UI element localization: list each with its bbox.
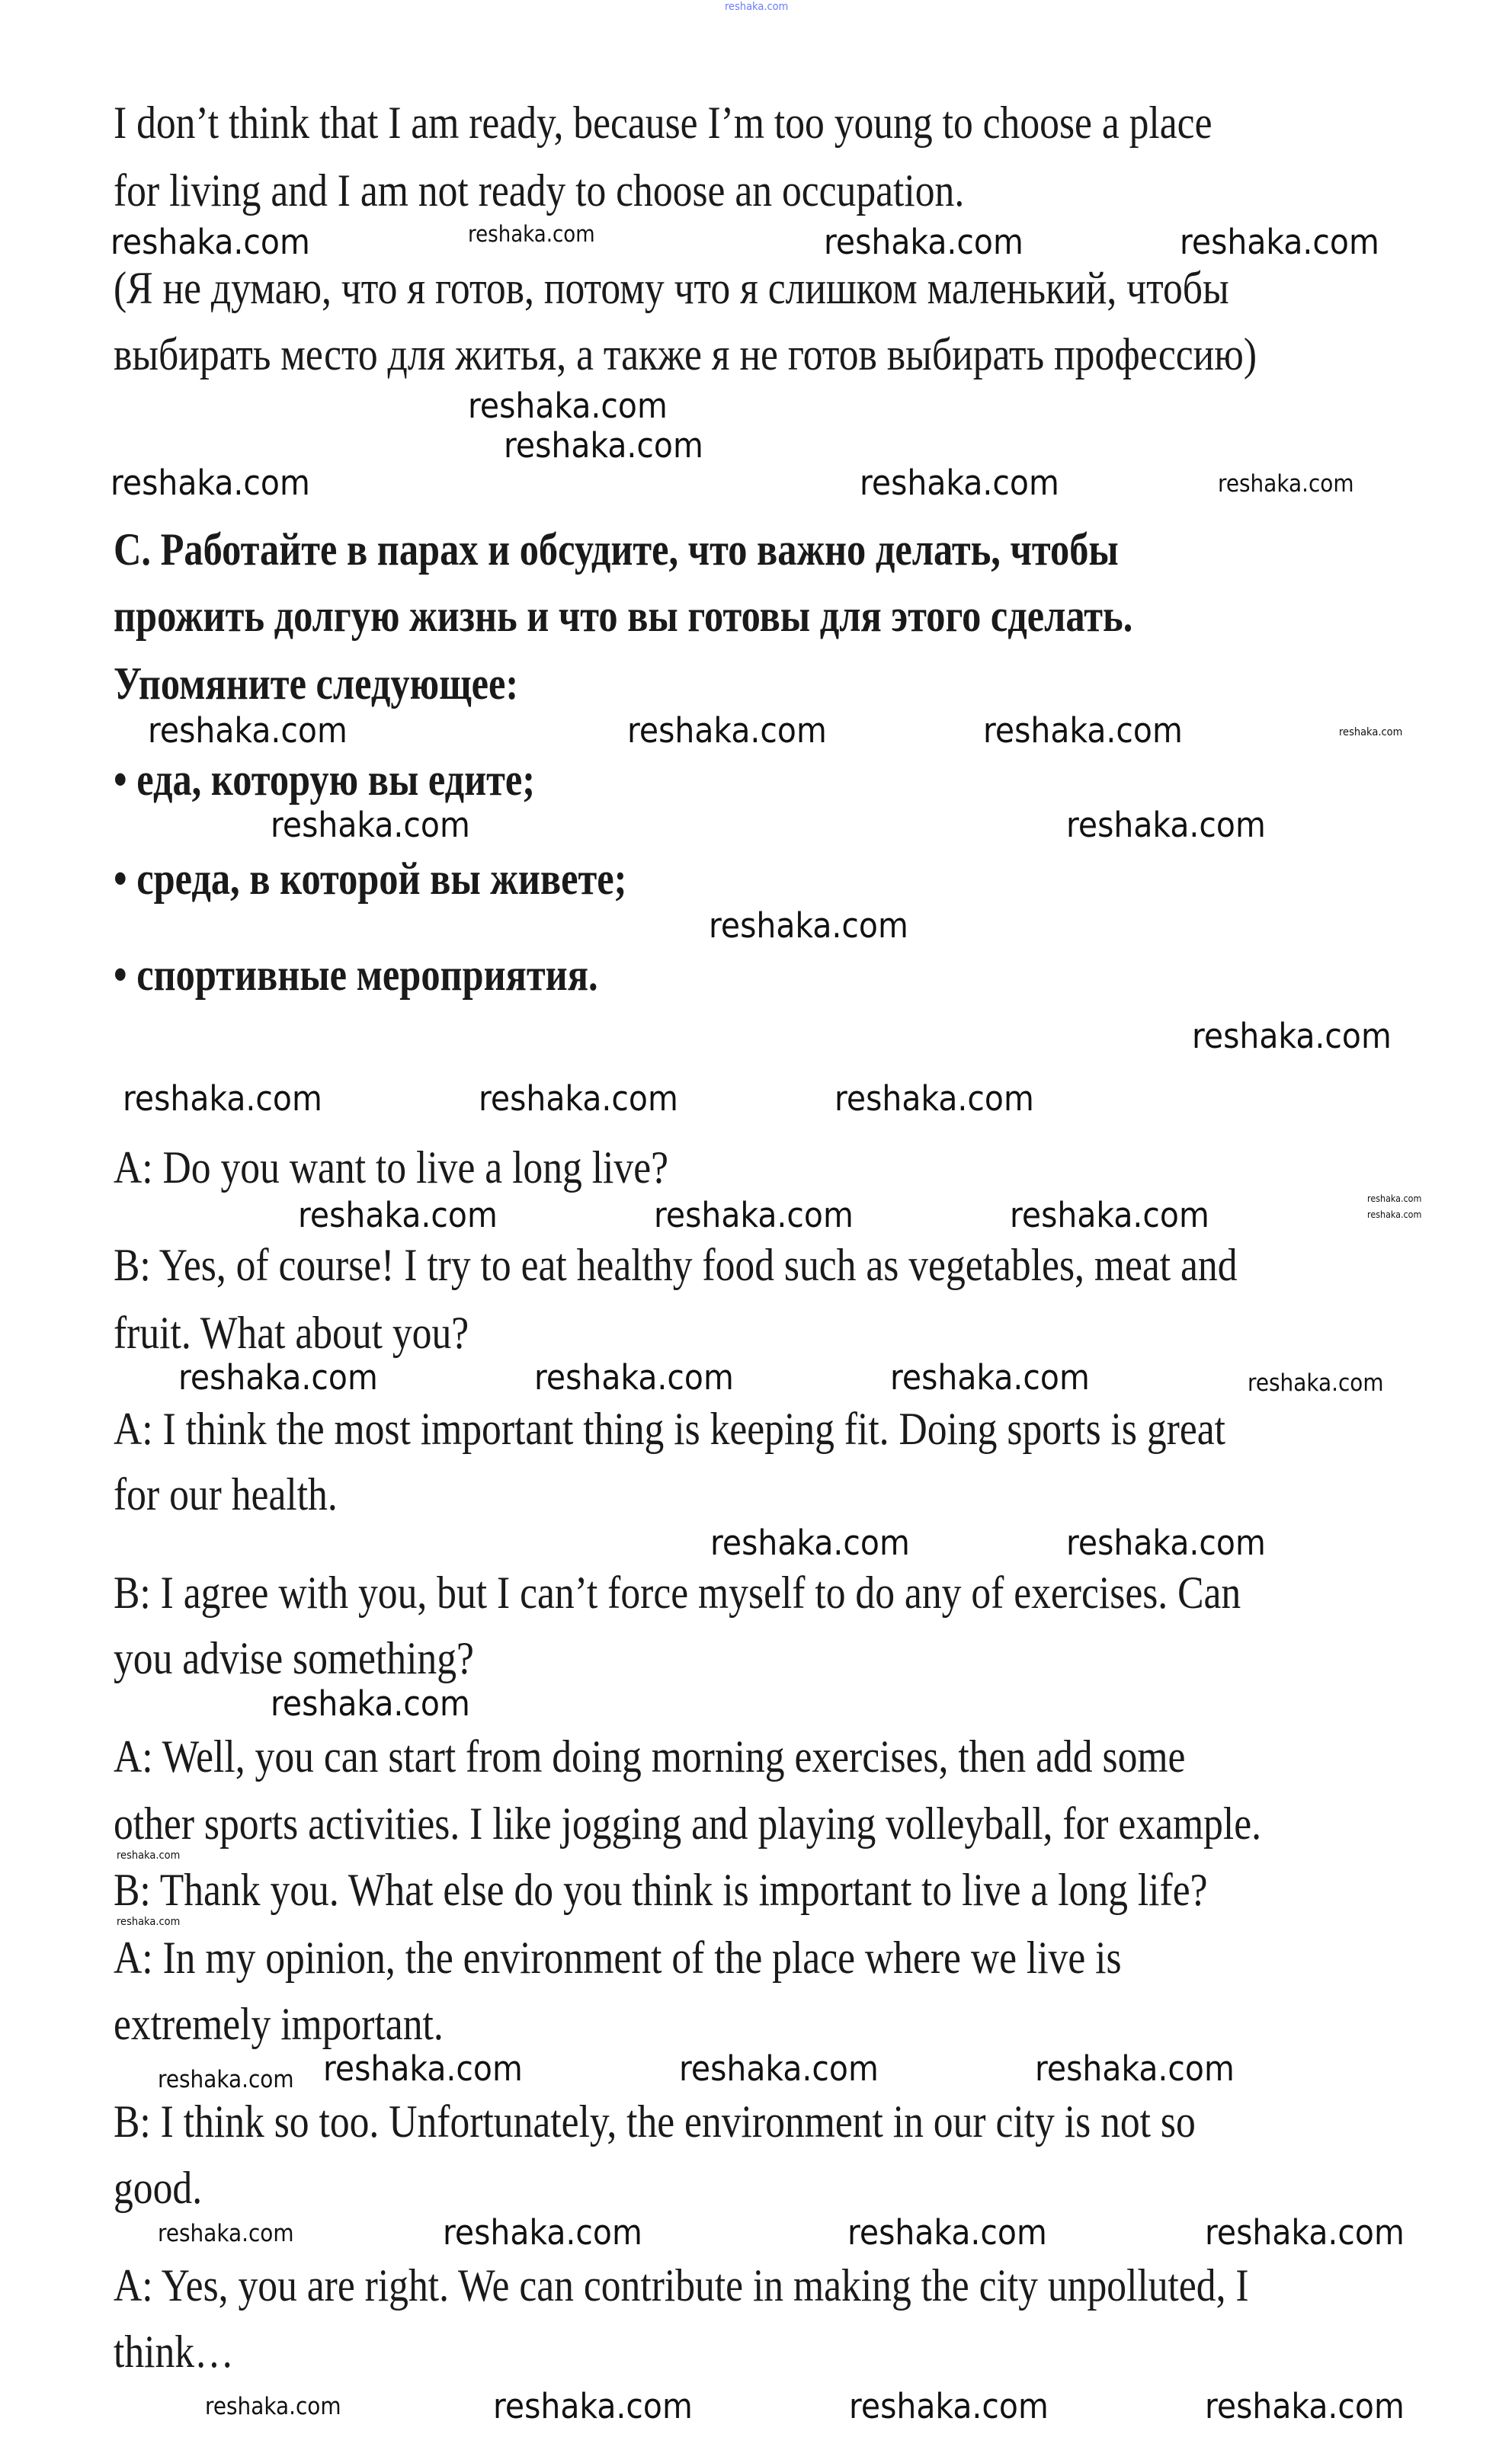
- watermark: reshaka.com: [1338, 726, 1402, 739]
- dialogue-line: B: I agree with you, but I can’t force myself to do any of exercises. Can: [114, 1567, 1241, 1618]
- task-bullet-environment: • среда, в которой вы живете;: [114, 853, 627, 905]
- watermark: reshaka.com: [1205, 2212, 1405, 2253]
- watermark: reshaka.com: [889, 1357, 1090, 1398]
- watermark: reshaka.com: [504, 424, 704, 466]
- watermark: reshaka.com: [1179, 222, 1379, 263]
- answer-en-line-1: I don’t think that I am ready, because I’m too young to choose a place: [114, 98, 1212, 149]
- watermark: reshaka.com: [1366, 1209, 1422, 1221]
- watermark: reshaka.com: [626, 709, 827, 751]
- watermark: reshaka.com: [1066, 1523, 1266, 1564]
- dialogue-line: A: Well, you can start from doing morning exercises, then add some: [114, 1731, 1186, 1782]
- dialogue-line: A: Yes, you are right. We can contribute in making the city unpolluted, I: [114, 2259, 1249, 2311]
- dialogue-line: B: Thank you. What else do you think is important to live a long life?: [114, 1865, 1208, 1916]
- dialogue-line: A: In my opinion, the environment of the place where we live is: [114, 1933, 1122, 1984]
- watermark: reshaka.com: [848, 2385, 1049, 2426]
- watermark: reshaka.com: [1205, 2385, 1405, 2426]
- watermark: reshaka.com: [982, 709, 1183, 751]
- watermark: reshaka.com: [271, 804, 471, 845]
- watermark: reshaka.com: [834, 1078, 1035, 1119]
- watermark: reshaka.com: [533, 1357, 734, 1398]
- watermark: reshaka.com: [157, 2065, 294, 2093]
- watermark: reshaka.com: [678, 2048, 879, 2090]
- watermark: reshaka.com: [709, 905, 908, 946]
- dialogue-line: B: Yes, of course! I try to eat healthy food such as vegetables, meat and: [114, 1239, 1238, 1290]
- watermark: reshaka.com: [1034, 2048, 1235, 2090]
- watermark: reshaka.com: [442, 2212, 642, 2253]
- task-bullet-food: • еда, которую вы едите;: [114, 754, 536, 805]
- watermark: reshaka.com: [297, 1195, 498, 1236]
- dialogue-line: A: Do you want to live a long live?: [114, 1142, 669, 1193]
- watermark: reshaka.com: [123, 1078, 323, 1119]
- watermark: reshaka.com: [653, 1195, 854, 1236]
- watermark: reshaka.com: [116, 1849, 181, 1862]
- dialogue-line: A: I think the most important thing is keeping fit. Doing sports is great: [114, 1403, 1225, 1454]
- task-heading-line-1: C. Работайте в парах и обсудите, что важно делать, чтобы: [114, 524, 1119, 575]
- dialogue-line: for our health.: [114, 1469, 338, 1520]
- dialogue-line: you advise something?: [114, 1633, 474, 1684]
- watermark: reshaka.com: [157, 2220, 294, 2248]
- watermark: reshaka.com: [148, 709, 348, 751]
- watermark: reshaka.com: [724, 0, 788, 13]
- dialogue-line: other sports activities. I like jogging and playing volleyball, for example.: [114, 1798, 1262, 1850]
- watermark: reshaka.com: [1247, 1369, 1384, 1398]
- watermark: reshaka.com: [178, 1357, 378, 1398]
- answer-ru-line-1: (Я не думаю, что я готов, потому что я слишком маленький, чтобы: [114, 263, 1229, 314]
- answer-ru-line-2: выбирать место для житья, а также я не готов выбирать профессию): [114, 329, 1257, 380]
- watermark: reshaka.com: [847, 2212, 1047, 2253]
- watermark: reshaka.com: [823, 222, 1023, 263]
- watermark: reshaka.com: [110, 463, 310, 504]
- watermark: reshaka.com: [479, 1078, 679, 1119]
- watermark: reshaka.com: [1366, 1193, 1422, 1205]
- task-heading-line-3: Упомяните следующее:: [114, 658, 519, 709]
- watermark: reshaka.com: [710, 1523, 910, 1564]
- dialogue-line: extremely important.: [114, 1998, 444, 2049]
- watermark: reshaka.com: [860, 463, 1060, 504]
- watermark: reshaka.com: [1066, 804, 1266, 845]
- watermark: reshaka.com: [116, 1915, 181, 1928]
- watermark: reshaka.com: [204, 2393, 341, 2421]
- watermark: reshaka.com: [492, 2385, 693, 2426]
- dialogue-line: fruit. What about you?: [114, 1307, 469, 1358]
- watermark: reshaka.com: [322, 2048, 523, 2090]
- watermark: reshaka.com: [467, 220, 595, 247]
- watermark: reshaka.com: [1009, 1195, 1209, 1236]
- watermark: reshaka.com: [1217, 470, 1354, 498]
- dialogue-line: good.: [114, 2162, 203, 2213]
- answer-en-line-2: for living and I am not ready to choose an occupation.: [114, 165, 965, 216]
- task-bullet-sports: • спортивные мероприятия.: [114, 950, 598, 1001]
- dialogue-line: B: I think so too. Unfortunately, the environment in our city is not so: [114, 2096, 1196, 2147]
- dialogue-line: think…: [114, 2326, 234, 2377]
- watermark: reshaka.com: [271, 1683, 471, 1725]
- watermark: reshaka.com: [467, 386, 668, 427]
- watermark: reshaka.com: [1192, 1015, 1392, 1056]
- task-heading-line-2: прожить долгую жизнь и что вы готовы для этого сделать.: [114, 591, 1133, 642]
- watermark: reshaka.com: [110, 222, 310, 263]
